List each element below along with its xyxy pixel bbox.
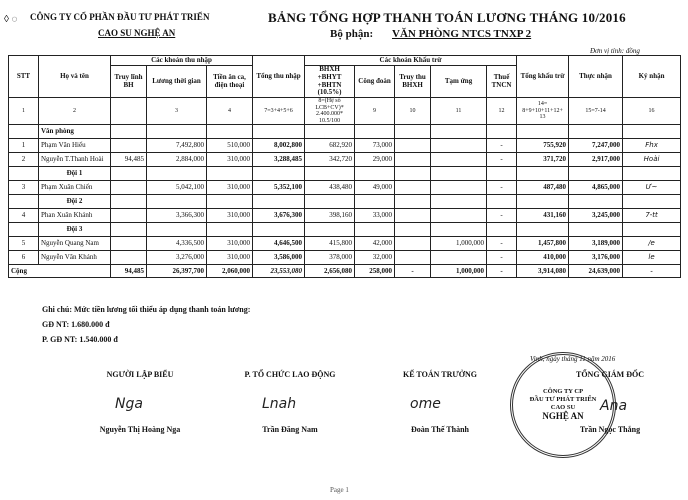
signature: Hoài bbox=[623, 153, 681, 167]
total-income: 3,586,000 bbox=[253, 251, 305, 265]
employee-name: Nguyễn Văn Khánh bbox=[39, 251, 111, 265]
union-fee: 33,000 bbox=[355, 209, 395, 223]
tien-an: 310,000 bbox=[207, 209, 253, 223]
insurance: 415,800 bbox=[305, 237, 355, 251]
luong-thoi-gian: 3,366,300 bbox=[147, 209, 207, 223]
total-deduction: 371,720 bbox=[517, 153, 569, 167]
net-pay: 2,917,000 bbox=[569, 153, 623, 167]
header-truy-thu: Truy thu BHXH bbox=[395, 66, 431, 98]
total-deduction: 1,457,800 bbox=[517, 237, 569, 251]
signature: Fhx bbox=[623, 139, 681, 153]
truy-thu bbox=[395, 237, 431, 251]
section-row bbox=[9, 125, 681, 139]
total-row bbox=[9, 265, 681, 278]
note-min-wage-deputy: P. GĐ NT: 1.540.000 đ bbox=[42, 335, 118, 344]
signer-2-signature: Lnah bbox=[262, 396, 297, 412]
total-net-pay: 24,639,000 bbox=[569, 265, 623, 278]
group-row bbox=[9, 195, 681, 209]
row-stt: 1 bbox=[9, 139, 39, 153]
total-income: 23,553,080 bbox=[253, 265, 305, 278]
document-title: BẢNG TỔNG HỢP THANH TOÁN LƯƠNG THÁNG 10/2016 bbox=[268, 10, 626, 25]
truy-linh bbox=[111, 251, 147, 265]
total-tien-an: 2,060,000 bbox=[207, 265, 253, 278]
signature: le bbox=[623, 251, 681, 265]
stamp-line-2: ĐẦU TƯ PHÁT TRIỂN bbox=[529, 395, 597, 403]
tax: - bbox=[487, 237, 517, 251]
total-union: 258,000 bbox=[355, 265, 395, 278]
header-insurance: BHXH +BHYT +BHTN (10.5%) bbox=[305, 66, 355, 98]
total-deduction: 431,160 bbox=[517, 209, 569, 223]
index-cell bbox=[111, 98, 147, 125]
tien-an: 310,000 bbox=[207, 251, 253, 265]
row-stt: 6 bbox=[9, 251, 39, 265]
union-fee: 29,000 bbox=[355, 153, 395, 167]
group-label: Đội 1 bbox=[39, 167, 111, 181]
index-cell: 9 bbox=[355, 98, 395, 125]
index-cell: 14= 8+9+10+11+12+ 13 bbox=[517, 98, 569, 125]
group-label: Đội 2 bbox=[39, 195, 111, 209]
union-fee: 73,000 bbox=[355, 139, 395, 153]
unit-note: Đơn vị tính: đồng bbox=[590, 47, 640, 55]
insurance: 398,160 bbox=[305, 209, 355, 223]
advance bbox=[431, 181, 487, 195]
index-cell: 11 bbox=[431, 98, 487, 125]
signer-3-title: KẾ TOÁN TRƯỞNG bbox=[403, 370, 477, 379]
total-income: 3,288,485 bbox=[253, 153, 305, 167]
row-stt: 5 bbox=[9, 237, 39, 251]
stamp-line-4: NGHỆ AN bbox=[542, 411, 584, 422]
signer-2-title: P. TỔ CHỨC LAO ĐỘNG bbox=[244, 370, 336, 379]
net-pay: 4,865,000 bbox=[569, 181, 623, 195]
total-luong: 26,397,700 bbox=[147, 265, 207, 278]
table-row bbox=[9, 251, 681, 265]
section-label: Văn phòng bbox=[39, 125, 111, 139]
net-pay: 7,247,000 bbox=[569, 139, 623, 153]
signer-4-signature: Ana bbox=[600, 398, 628, 414]
advance: 1,000,000 bbox=[431, 237, 487, 251]
luong-thoi-gian: 3,276,000 bbox=[147, 251, 207, 265]
company-name-line2: CAO SU NGHỆ AN bbox=[98, 28, 176, 38]
truy-thu bbox=[395, 251, 431, 265]
tax: - bbox=[487, 209, 517, 223]
tien-an: 310,000 bbox=[207, 153, 253, 167]
employee-name: Nguyễn Quang Nam bbox=[39, 237, 111, 251]
total-truy-linh: 94,485 bbox=[111, 265, 147, 278]
insurance: 378,000 bbox=[305, 251, 355, 265]
header-income-group: Các khoản thu nhập bbox=[111, 56, 253, 66]
tien-an: 310,000 bbox=[207, 237, 253, 251]
index-row bbox=[9, 98, 681, 125]
insurance: 342,720 bbox=[305, 153, 355, 167]
header-name: Họ và tên bbox=[39, 56, 111, 98]
department-value: VĂN PHÒNG NTCS TNXP 2 bbox=[392, 28, 532, 40]
advance bbox=[431, 153, 487, 167]
header-total-deduction: Tổng khấu trừ bbox=[517, 56, 569, 98]
luong-thoi-gian: 7,492,800 bbox=[147, 139, 207, 153]
union-fee: 42,000 bbox=[355, 237, 395, 251]
signature: /e bbox=[623, 237, 681, 251]
truy-linh bbox=[111, 139, 147, 153]
signer-3-name: Đoàn Thế Thành bbox=[411, 425, 469, 434]
index-cell: 2 bbox=[39, 98, 111, 125]
net-pay: 3,245,000 bbox=[569, 209, 623, 223]
total-income: 3,676,300 bbox=[253, 209, 305, 223]
stamp-line-3: CAO SU bbox=[550, 403, 576, 411]
advance bbox=[431, 139, 487, 153]
header-net-pay: Thực nhận bbox=[569, 56, 623, 98]
table-row bbox=[9, 209, 681, 223]
header-tien-an: Tiền ăn ca, điện thoại bbox=[207, 66, 253, 98]
header-tax: Thuế TNCN bbox=[487, 66, 517, 98]
insurance: 438,480 bbox=[305, 181, 355, 195]
header-total-income: Tổng thu nhập bbox=[253, 56, 305, 98]
employee-name: Phan Xuân Khánh bbox=[39, 209, 111, 223]
table-row bbox=[9, 153, 681, 167]
header-deduction-group: Các khoản Khấu trừ bbox=[305, 56, 517, 66]
table-row bbox=[9, 181, 681, 195]
index-cell: 7=3+4+5+6 bbox=[253, 98, 305, 125]
company-name: CÔNG TY CỔ PHẦN ĐẦU TƯ PHÁT TRIỂN bbox=[30, 12, 210, 22]
group-row bbox=[9, 223, 681, 237]
header-stt: STT bbox=[9, 56, 39, 98]
stamp-line-1: CÔNG TY CP bbox=[542, 387, 584, 395]
signer-1-title: NGƯỜI LẬP BIỂU bbox=[106, 370, 174, 379]
row-stt: 2 bbox=[9, 153, 39, 167]
union-fee: 32,000 bbox=[355, 251, 395, 265]
net-pay: 3,176,000 bbox=[569, 251, 623, 265]
tien-an: 310,000 bbox=[207, 181, 253, 195]
index-cell: 12 bbox=[487, 98, 517, 125]
total-deduction: 487,480 bbox=[517, 181, 569, 195]
header-union: Công đoàn bbox=[355, 66, 395, 98]
header-luong-thoi-gian: Lương thời gian bbox=[147, 66, 207, 98]
page-footer: Page 1 bbox=[330, 486, 349, 494]
header-truy-linh: Truy lĩnh BH bbox=[111, 66, 147, 98]
total-signature: - bbox=[623, 265, 681, 278]
index-cell: 3 bbox=[147, 98, 207, 125]
note-min-wage-director: GĐ NT: 1.680.000 đ bbox=[42, 320, 110, 329]
total-income: 8,002,800 bbox=[253, 139, 305, 153]
advance bbox=[431, 251, 487, 265]
total-deduction: 755,920 bbox=[517, 139, 569, 153]
signature: 7-tt bbox=[623, 209, 681, 223]
tax: - bbox=[487, 153, 517, 167]
table-row bbox=[9, 139, 681, 153]
truy-linh: 94,485 bbox=[111, 153, 147, 167]
luong-thoi-gian: 4,336,500 bbox=[147, 237, 207, 251]
note-text: Ghi chú: Mức tiền lương tối thiểu áp dụng thanh toán lương: bbox=[42, 305, 251, 314]
total-income: 5,352,100 bbox=[253, 181, 305, 195]
signer-1-name: Nguyễn Thị Hoàng Nga bbox=[99, 425, 181, 434]
group-row bbox=[9, 167, 681, 181]
signer-3-signature: ome bbox=[410, 396, 441, 412]
group-label: Đội 3 bbox=[39, 223, 111, 237]
tax: - bbox=[487, 139, 517, 153]
truy-thu bbox=[395, 209, 431, 223]
truy-thu bbox=[395, 181, 431, 195]
total-insurance: 2,656,080 bbox=[305, 265, 355, 278]
insurance: 682,920 bbox=[305, 139, 355, 153]
truy-linh bbox=[111, 209, 147, 223]
signer-2-name: Trần Đăng Nam bbox=[262, 425, 318, 434]
truy-linh bbox=[111, 181, 147, 195]
total-advance: 1,000,000 bbox=[431, 265, 487, 278]
index-cell: 1 bbox=[9, 98, 39, 125]
total-income: 4,646,500 bbox=[253, 237, 305, 251]
truy-linh bbox=[111, 237, 147, 251]
sign-date: Vinh, ngày tháng 11 năm 2016 bbox=[530, 355, 616, 363]
index-cell: 8=(Hệ số LCB+CV)* 2.400.000* 10.5/100 bbox=[305, 98, 355, 125]
total-deduction: 3,914,080 bbox=[517, 265, 569, 278]
signature: Ư~ bbox=[623, 181, 681, 195]
index-cell: 10 bbox=[395, 98, 431, 125]
signer-1-signature: Nga bbox=[115, 396, 143, 412]
employee-name: Nguyễn T.Thanh Hoài bbox=[39, 153, 111, 167]
department-label: Bộ phận: bbox=[330, 28, 374, 40]
payroll-table bbox=[8, 55, 681, 278]
signer-4-name: Trần Ngọc Thắng bbox=[579, 425, 641, 434]
total-deduction: 410,000 bbox=[517, 251, 569, 265]
index-cell: 15=7-14 bbox=[569, 98, 623, 125]
total-truy-thu: - bbox=[395, 265, 431, 278]
tax: - bbox=[487, 251, 517, 265]
signer-4-title: TỔNG GIÁM ĐỐC bbox=[576, 370, 644, 379]
truy-thu bbox=[395, 139, 431, 153]
total-label: Cộng bbox=[9, 265, 111, 278]
luong-thoi-gian: 5,042,100 bbox=[147, 181, 207, 195]
index-cell: 4 bbox=[207, 98, 253, 125]
row-stt: 4 bbox=[9, 209, 39, 223]
union-fee: 49,000 bbox=[355, 181, 395, 195]
employee-name: Phạm Văn Hiếu bbox=[39, 139, 111, 153]
logo-mark: ◊ ◌ bbox=[4, 14, 18, 25]
row-stt: 3 bbox=[9, 181, 39, 195]
index-cell: 16 bbox=[623, 98, 681, 125]
header-signature: Ký nhận bbox=[623, 56, 681, 98]
truy-thu bbox=[395, 153, 431, 167]
header-advance: Tạm ứng bbox=[431, 66, 487, 98]
tien-an: 510,000 bbox=[207, 139, 253, 153]
advance bbox=[431, 209, 487, 223]
luong-thoi-gian: 2,884,000 bbox=[147, 153, 207, 167]
table-row bbox=[9, 237, 681, 251]
tax: - bbox=[487, 181, 517, 195]
employee-name: Phạm Xuân Chiến bbox=[39, 181, 111, 195]
total-tax: - bbox=[487, 265, 517, 278]
net-pay: 3,189,000 bbox=[569, 237, 623, 251]
